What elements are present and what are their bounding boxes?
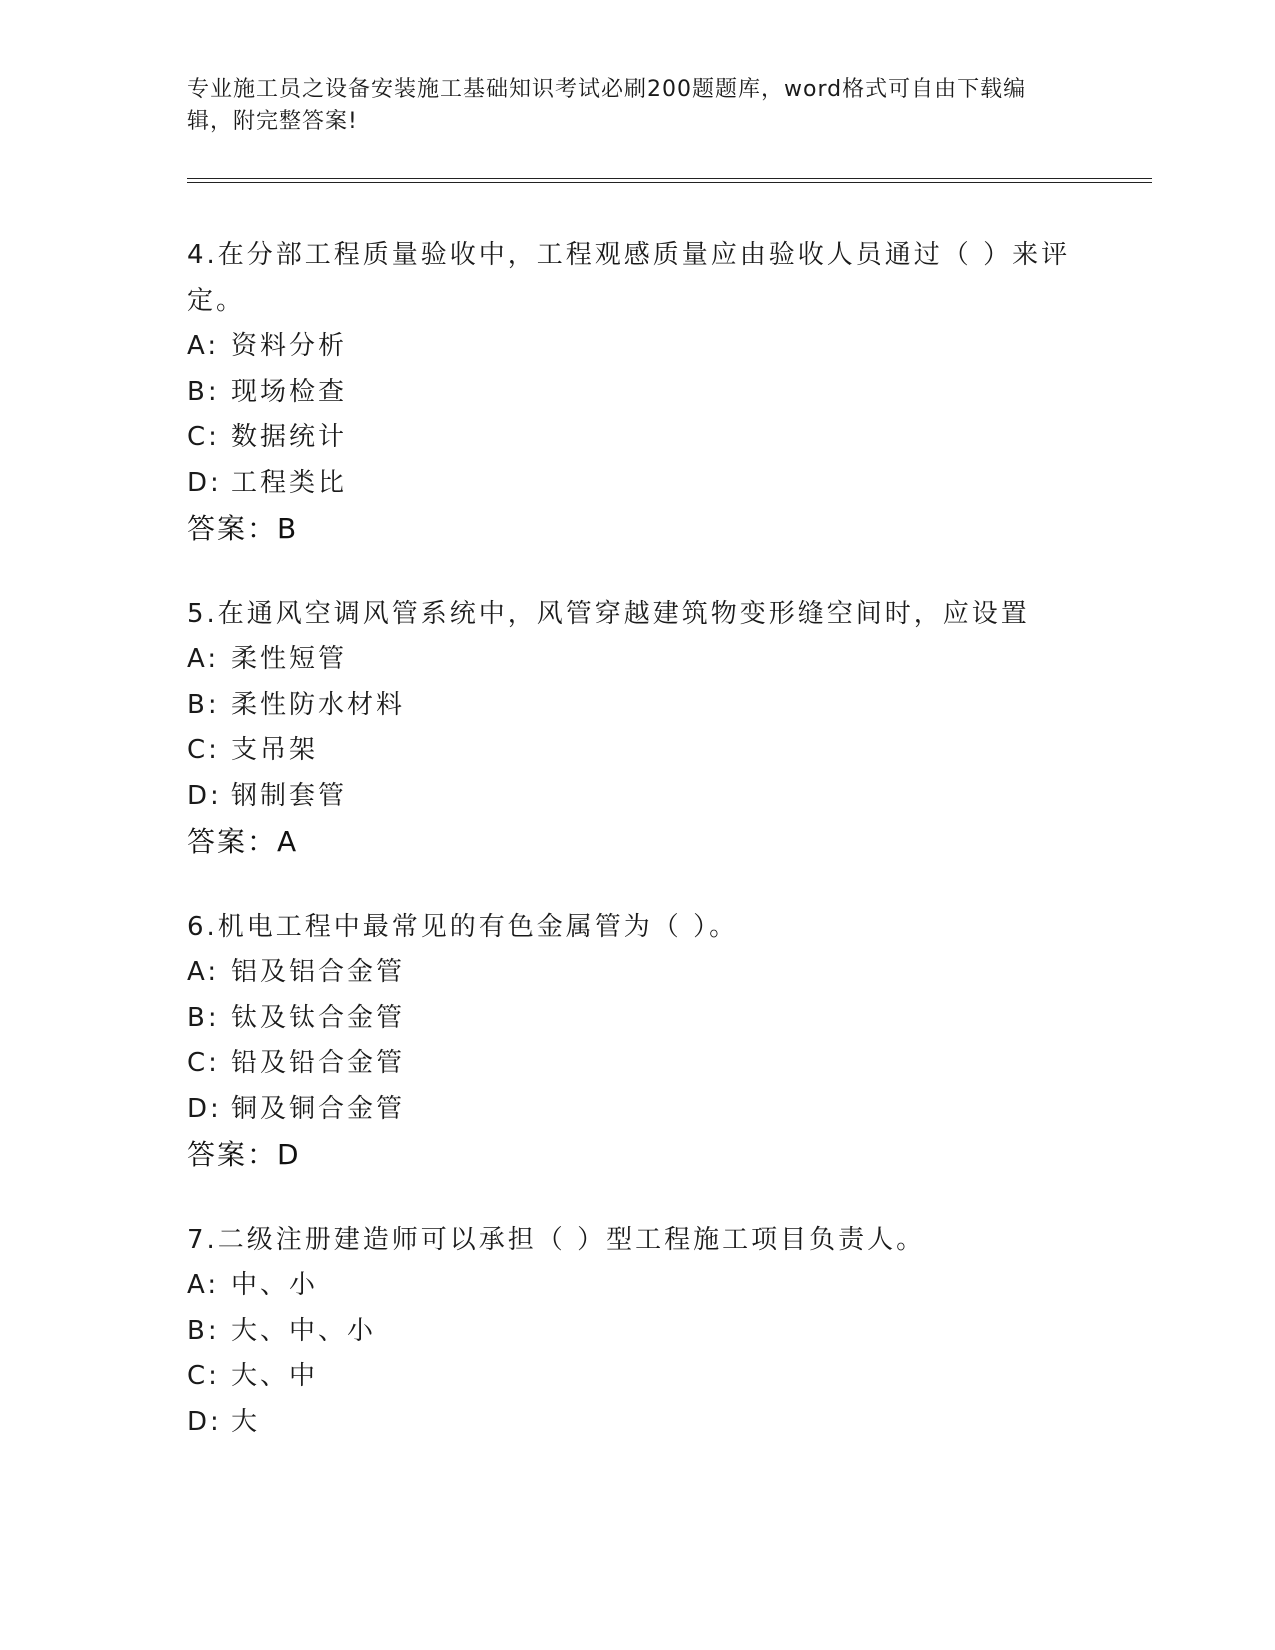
- option-key: A:: [187, 957, 220, 987]
- option-d: [187, 1400, 1087, 1446]
- question-stem: 7.二级注册建造师可以承担（ ）型工程施工项目负责人。: [187, 1225, 926, 1255]
- option-key: D:: [187, 1406, 222, 1437]
- option-text: 柔性防水材料: [231, 689, 406, 720]
- question-6: [187, 904, 1087, 1178]
- option-b: [187, 683, 1087, 729]
- question-5: [187, 591, 1087, 865]
- option-text: 现场检查: [231, 376, 348, 407]
- option-key: D:: [187, 780, 222, 811]
- answer-label: 答案：B: [187, 512, 299, 545]
- option-text: 钢制套管: [231, 780, 348, 811]
- option-key: A:: [187, 644, 220, 674]
- question-stem: 5.在通风空调风管系统中，风管穿越建筑物变形缝空间时，应设置: [187, 599, 1030, 629]
- option-key: C:: [187, 422, 220, 452]
- option-b: [187, 996, 1087, 1042]
- option-a: [187, 950, 1087, 996]
- option-key: C:: [187, 1361, 220, 1391]
- option-text: 铝及铝合金管: [231, 957, 406, 987]
- option-a: [187, 1263, 1087, 1309]
- option-text: 工程类比: [231, 467, 348, 498]
- question-4: [187, 232, 1087, 552]
- header-divider-bottom: [187, 182, 1152, 183]
- option-d: [187, 461, 1087, 507]
- option-key: A:: [187, 331, 220, 361]
- option-text: 数据统计: [231, 422, 348, 452]
- option-text: 钛及钛合金管: [231, 1002, 406, 1033]
- option-text: 中、小: [231, 1270, 319, 1300]
- option-a: [187, 637, 1087, 683]
- question-stem: 4.在分部工程质量验收中，工程观感质量应由验收人员通过（ ）来评定。: [187, 240, 1071, 316]
- option-text: 大、中、小: [231, 1315, 377, 1346]
- option-key: A:: [187, 1270, 220, 1300]
- document-header-title: 专业施工员之设备安装施工基础知识考试必刷200题题库，word格式可自由下载编辑，附完整答案!: [187, 77, 1027, 134]
- option-c: [187, 415, 1087, 461]
- option-key: C:: [187, 735, 220, 765]
- header-divider-top: [187, 178, 1152, 179]
- answer-label: 答案：A: [187, 825, 299, 858]
- option-text: 柔性短管: [231, 644, 348, 674]
- answer-label: 答案：D: [187, 1138, 301, 1171]
- option-b: [187, 1309, 1087, 1355]
- option-a: [187, 324, 1087, 370]
- option-d: [187, 1087, 1087, 1133]
- option-key: B:: [187, 1002, 220, 1033]
- option-text: 支吊架: [231, 735, 319, 765]
- option-text: 资料分析: [231, 331, 348, 361]
- option-d: [187, 774, 1087, 820]
- option-c: [187, 1041, 1087, 1087]
- option-text: 大、中: [231, 1361, 319, 1391]
- option-c: [187, 728, 1087, 774]
- question-list: [187, 232, 1087, 1484]
- option-key: D:: [187, 467, 222, 498]
- question-stem: 6.机电工程中最常见的有色金属管为（ ）。: [187, 912, 739, 942]
- question-7: [187, 1217, 1087, 1445]
- option-c: [187, 1354, 1087, 1400]
- option-text: 铜及铜合金管: [231, 1093, 406, 1124]
- option-key: C:: [187, 1048, 220, 1078]
- option-key: B:: [187, 689, 220, 720]
- option-b: [187, 370, 1087, 416]
- option-key: B:: [187, 1315, 220, 1346]
- option-key: B:: [187, 376, 220, 407]
- option-key: D:: [187, 1093, 222, 1124]
- option-text: 铅及铅合金管: [231, 1048, 406, 1078]
- option-text: 大: [231, 1406, 261, 1437]
